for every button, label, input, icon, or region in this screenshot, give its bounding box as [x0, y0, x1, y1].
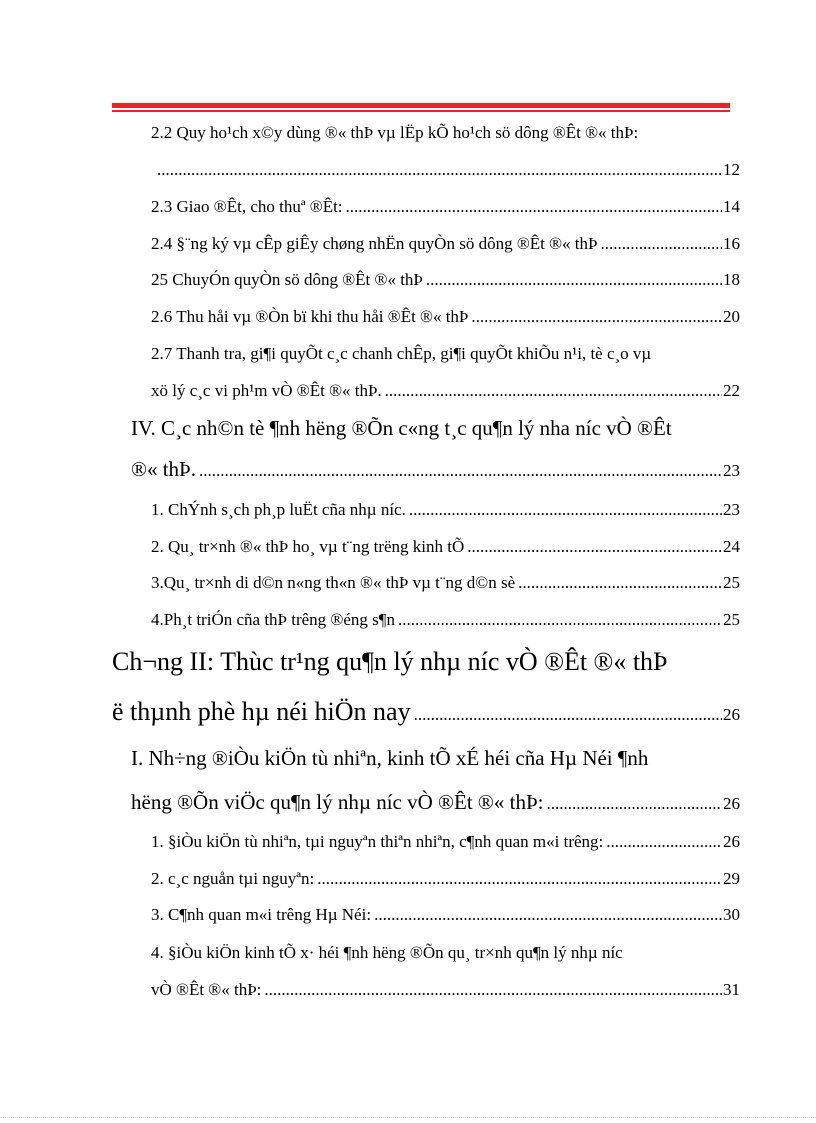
toc-entry-title: vÒ ®Êt ®« thÞ:: [151, 980, 262, 999]
toc-entry-i-1: [151, 832, 740, 852]
toc-section-i-line2: [131, 790, 740, 815]
toc-chapter-ii-line1: Ch¬ng II: Thùc tr¹ng qu¶n lý nhµ níc vÒ ®Êt ®« thÞ: [112, 647, 668, 676]
dot-leader: [409, 500, 722, 520]
toc-chapter-ii-line2: [112, 697, 740, 727]
page-number: 24: [723, 537, 740, 556]
toc-entry-2-7-line1: 2.7 Thanh tra, gi¶i quyÕt c¸c chanh chÊp, gi¶i quyÕt khiÕu n¹i, tè c¸o vµ: [151, 344, 652, 363]
dot-leader: [518, 573, 722, 593]
toc-entry-title: hëng ®Õn viÖc qu¶n lý nhµ níc vÒ ®Êt ®« thÞ:: [131, 790, 544, 814]
toc-entry-title: 1. ChÝnh s¸ch ph¸p luËt cña nhµ níc.: [151, 500, 406, 519]
page-bottom-edge: [0, 1117, 816, 1119]
toc-entry-iv-3: [151, 573, 740, 593]
toc-entry-title: ë thµnh phè hµ néi hiÖn nay: [112, 697, 411, 726]
toc-entry-title: ®« thÞ.: [131, 457, 196, 481]
dot-leader: [157, 160, 722, 180]
page-number: 16: [723, 234, 740, 253]
dot-leader: [346, 197, 722, 217]
dot-leader: [471, 307, 722, 327]
dot-leader: [426, 270, 722, 290]
toc-entry-iv-2: [151, 537, 740, 557]
toc-entry-title: 3. C¶nh quan m«i trêng Hµ Néi:: [151, 905, 372, 924]
toc-entry-title: 1. §iÒu kiÖn tù nhiªn, tµi nguyªn thiªn nhiªn, c¶nh quan m«i trêng:: [151, 832, 604, 851]
toc-entry-iv-1: [151, 500, 740, 520]
page-number: 25: [723, 610, 740, 629]
toc-entry-title: 25 ChuyÓn quyÒn sö dông ®Êt ®« thÞ: [151, 270, 423, 289]
toc-section-i-line1: I. Nh÷ng ®iÒu kiÖn tù nhiªn, kinh tÕ xÉ héi cña Hµ Néi ¶nh: [131, 746, 649, 770]
page-number: 12: [723, 160, 740, 179]
page-number: 26: [723, 794, 740, 813]
page-number: 14: [723, 197, 740, 216]
toc-entry-title: 2.4 §¨ng ký vµ cÊp giÊy chøng nhËn quyÒn sö dông ®Êt ®« thÞ: [151, 234, 598, 253]
dot-leader: [546, 794, 722, 814]
dot-leader: [374, 905, 722, 925]
toc-section-iv-line2: [131, 457, 740, 482]
dot-leader: [385, 381, 722, 401]
page-number: 30: [723, 905, 740, 924]
toc-entry-title: 2.6 Thu håi vµ ®Òn bï khi thu håi ®Êt ®« thÞ: [151, 307, 469, 326]
dot-leader: [606, 832, 722, 852]
toc-entry-title: 3.Qu¸ tr×nh di d©n n«ng th«n ®« thÞ vµ t¨ng d©n sè: [151, 573, 516, 592]
toc-entry-2-5: [151, 270, 740, 290]
toc-entry-i-2: [151, 869, 740, 889]
toc-entry-2-2-text: 2.2 Quy ho¹ch x©y dùng ®« thÞ vµ lËp kÕ ho¹ch sö dông ®Êt ®« thÞ:: [151, 123, 639, 142]
page-number: 22: [723, 381, 740, 400]
toc-entry-2-3: [151, 197, 740, 217]
page-number: 23: [723, 500, 740, 519]
page-number: 18: [723, 270, 740, 289]
page-number: 23: [723, 461, 740, 480]
page-number: 31: [723, 980, 740, 999]
dot-leader: [317, 869, 722, 889]
toc-entry-title: 4.Ph¸t triÓn cña thÞ trêng ®éng s¶n: [151, 610, 395, 629]
toc-section-iv-line1: IV. C¸c nh©n tè ¶nh hëng ®Õn c«ng t¸c qu¶n lý nha níc vÒ ®Êt: [131, 416, 672, 440]
page-number: 25: [723, 573, 740, 592]
toc-entry-2-4: [151, 234, 740, 254]
toc-entry-2-2-leader: [157, 160, 740, 180]
dot-leader: [467, 537, 722, 557]
toc-entry-i-4-line2: [151, 980, 740, 1000]
dot-leader: [414, 705, 722, 725]
page-number: 20: [723, 307, 740, 326]
toc-entry-title: 2. c¸c nguån tµi nguyªn:: [151, 869, 315, 888]
dot-leader: [264, 980, 722, 1000]
dot-leader: [398, 610, 722, 630]
toc-entry-2-7-line2: [151, 381, 740, 401]
page-number: 26: [723, 832, 740, 851]
dot-leader: [600, 234, 722, 254]
toc-entry-2-6: [151, 307, 740, 327]
toc-entry-title: 2. Qu¸ tr×nh ®« thÞ ho¸ vµ t¨ng trëng kinh tÕ: [151, 537, 465, 556]
toc-entry-title: xö lý c¸c vi ph¹m vÒ ®Êt ®« thÞ.: [151, 381, 382, 400]
toc-entry-title: 2.3 Giao ®Êt, cho thuª ®Êt:: [151, 197, 343, 216]
page-number: 29: [723, 869, 740, 888]
toc-entry-i-4-line1: 4. §iÒu kiÖn kinh tÕ x· héi ¶nh hëng ®Õn qu¸ tr×nh qu¶n lý nhµ níc: [151, 943, 623, 962]
page-number: 26: [723, 705, 740, 724]
toc-entry-i-3: [151, 905, 740, 925]
toc-entry-iv-4: [151, 610, 740, 630]
dot-leader: [199, 461, 722, 481]
